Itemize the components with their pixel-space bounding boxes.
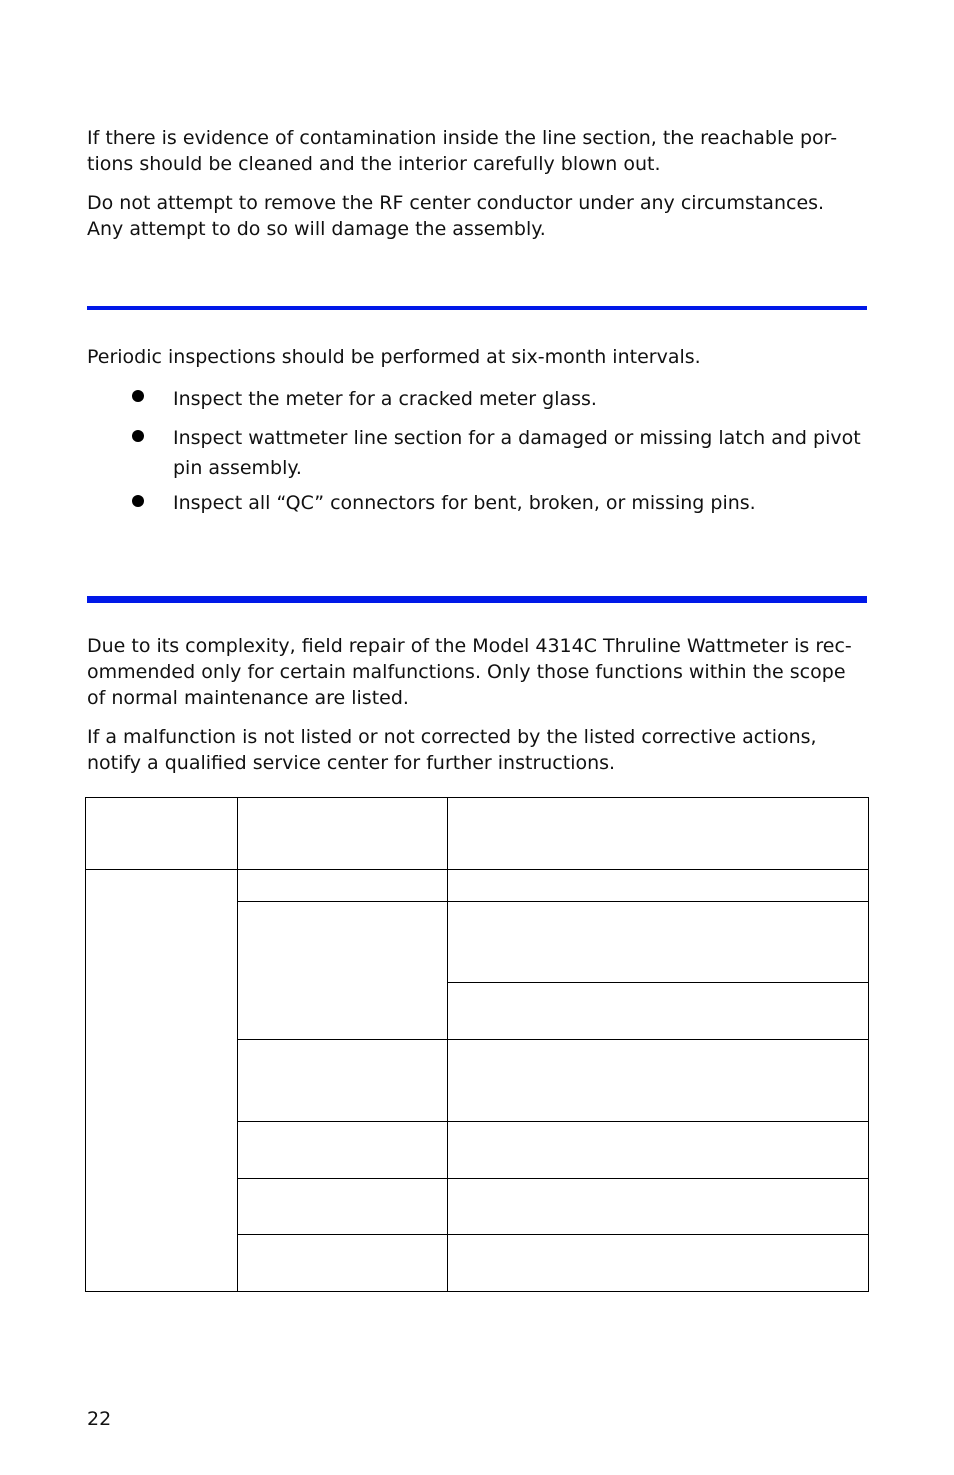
service-center-paragraph xyxy=(87,724,869,776)
table-cell-remedy xyxy=(447,901,869,983)
repair-line-1: Due to its complexity, field repair of the Model 4314C Thruline Wattmeter is rec- xyxy=(87,635,852,657)
troubleshooting-table xyxy=(85,797,869,1292)
table-cell-remedy xyxy=(447,1039,869,1122)
contamination-line-1: If there is evidence of contamination inside the line section, the reachable por- xyxy=(87,127,838,149)
bullet-icon xyxy=(132,495,144,507)
table-header-cell xyxy=(85,797,238,870)
inspection-bullet-1: Inspect the meter for a cracked meter glass. xyxy=(173,388,597,410)
table-cell-remedy xyxy=(447,1178,869,1235)
table-header-cell xyxy=(447,797,869,870)
repair-line-3: of normal maintenance are listed. xyxy=(87,687,409,709)
page-number: 22 xyxy=(87,1408,112,1430)
repair-paragraph xyxy=(87,633,869,711)
table-cell-cause xyxy=(237,869,448,902)
center-conductor-warning xyxy=(87,190,869,242)
warning-line-2: Any attempt to do so will damage the assembly. xyxy=(87,218,546,240)
bullet-icon xyxy=(132,430,144,442)
table-cell-cause xyxy=(237,1039,448,1122)
table-cell-remedy xyxy=(447,982,869,1040)
table-cell-symptom xyxy=(85,869,238,1292)
contamination-paragraph xyxy=(87,125,869,177)
table-cell-remedy xyxy=(447,869,869,902)
table-cell-cause xyxy=(237,1121,448,1179)
inspection-bullet-3: Inspect all “QC” connectors for bent, broken, or missing pins. xyxy=(173,492,756,514)
inspection-intro: Periodic inspections should be performed at six-month intervals. xyxy=(87,346,701,368)
service-line-2: notify a qualified service center for further instructions. xyxy=(87,752,616,774)
warning-line-1: Do not attempt to remove the RF center conductor under any circumstances. xyxy=(87,192,825,214)
section-divider-inspection xyxy=(87,306,867,310)
section-divider-troubleshooting xyxy=(87,596,867,603)
repair-line-2: ommended only for certain malfunctions. Only those functions within the scope xyxy=(87,661,846,683)
contamination-line-2: tions should be cleaned and the interior carefully blown out. xyxy=(87,153,661,175)
service-line-1: If a malfunction is not listed or not corrected by the listed corrective actions, xyxy=(87,726,817,748)
table-cell-cause xyxy=(237,1234,448,1292)
inspection-bullet-2: Inspect wattmeter line section for a damaged or missing latch and pivot pin assembly. xyxy=(173,427,861,479)
table-cell-cause xyxy=(237,901,448,1040)
table-cell-remedy xyxy=(447,1234,869,1292)
bullet-icon xyxy=(132,390,144,402)
table-cell-remedy xyxy=(447,1121,869,1179)
table-cell-cause xyxy=(237,1178,448,1235)
table-header-cell xyxy=(237,797,448,870)
